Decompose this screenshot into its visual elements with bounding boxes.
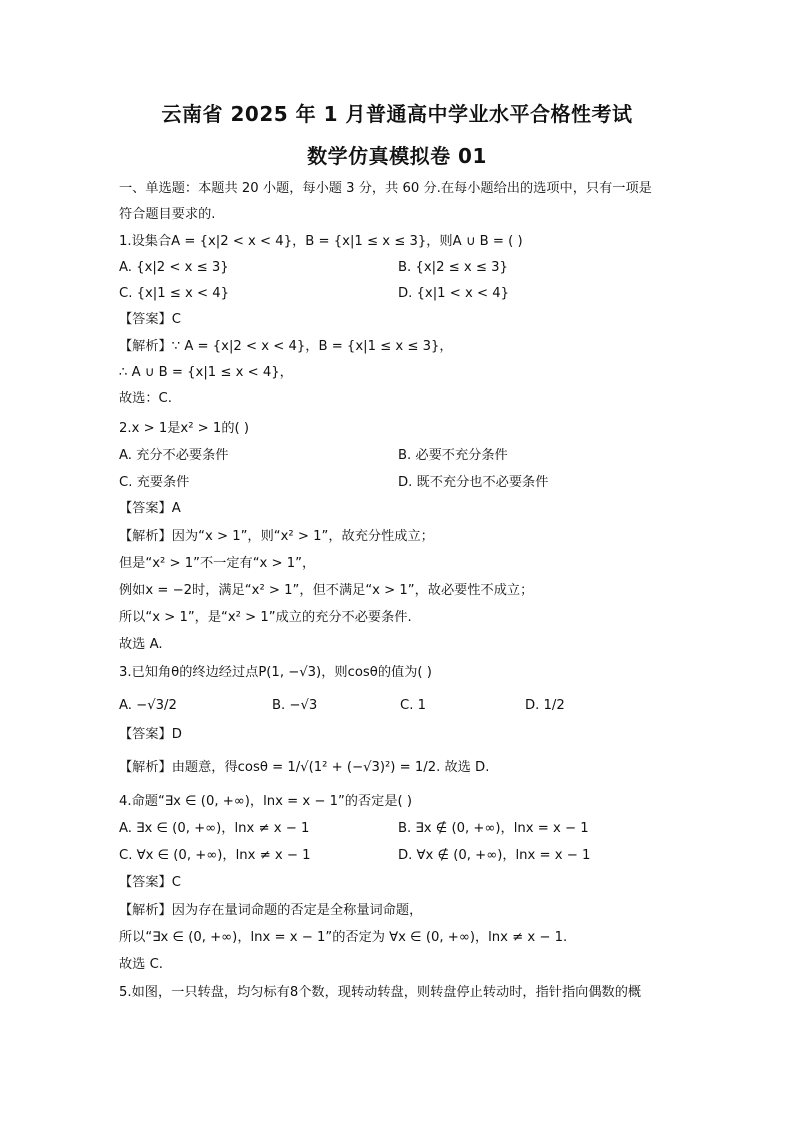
q2-option-b: B. 必要不充分条件 [398, 448, 508, 463]
q2-analysis-5: 故选 A. [119, 637, 163, 652]
q1-analysis-3: 故选：C. [119, 391, 172, 406]
q4-option-d: D. ∀x ∉ (0, +∞)，lnx = x − 1 [398, 848, 591, 863]
q2-analysis-3: 例如x = −2时，满足“x² > 1”，但不满足“x > 1”，故必要性不成立； [119, 583, 534, 598]
q1-analysis-1: 【解析】∵ A = {x|2 < x < 4}，B = {x|1 ≤ x ≤ 3}， [119, 339, 453, 354]
page-title: 云南省 2025 年 1 月普通高中学业水平合格性考试 [161, 102, 633, 126]
q4-option-c: C. ∀x ∈ (0, +∞)，lnx ≠ x − 1 [119, 848, 311, 863]
q3-option-a: A. −√3/2 [119, 698, 177, 713]
q4-analysis-2: 所以“∃x ∈ (0, +∞)，lnx = x − 1”的否定为 ∀x ∈ (0, +∞)，lnx ≠ x − 1. [119, 930, 568, 945]
question-4: 4.命题“∃x ∈ (0, +∞)，lnx = x − 1”的否定是( ) [119, 794, 413, 809]
question-5: 5.如图，一只转盘，均匀标有8个数，现转动转盘，则转盘停止转动时，指针指向偶数的概 [119, 985, 642, 1000]
q2-analysis-2: 但是“x² > 1”不一定有“x > 1”， [119, 556, 316, 571]
q4-answer: 【答案】C [119, 875, 181, 890]
q2-option-c: C. 充要条件 [119, 475, 190, 490]
q2-analysis-1: 【解析】因为“x > 1”，则“x² > 1”，故充分性成立； [119, 529, 434, 544]
q1-answer: 【答案】C [119, 312, 181, 327]
section-heading: 一、单选题：本题共 20 小题，每小题 3 分，共 60 分.在每小题给出的选项中，只有一项是 [119, 181, 652, 196]
question-1: 1.设集合A = {x|2 < x < 4}，B = {x|1 ≤ x ≤ 3}，则A ∪ B = ( ) [119, 234, 523, 249]
q4-analysis-1: 【解析】因为存在量词命题的否定是全称量词命题， [119, 903, 423, 918]
q2-analysis-4: 所以“x > 1”，是“x² > 1”成立的充分不必要条件. [119, 610, 412, 625]
q2-option-a: A. 充分不必要条件 [119, 448, 229, 463]
question-3: 3.已知角θ的终边经过点P(1, −√3)，则cosθ的值为( ) [119, 665, 432, 680]
q3-option-b: B. −√3 [272, 698, 318, 713]
q4-analysis-3: 故选 C. [119, 957, 163, 972]
section-heading-cont: 符合题目要求的. [119, 207, 216, 222]
q4-option-a: A. ∃x ∈ (0, +∞)，lnx ≠ x − 1 [119, 821, 310, 836]
q4-option-b: B. ∃x ∉ (0, +∞)，lnx = x − 1 [398, 821, 589, 836]
q3-answer: 【答案】D [119, 727, 182, 742]
q1-option-a: A. {x|2 < x ≤ 3} [119, 260, 229, 275]
q1-analysis-2: ∴ A ∪ B = {x|1 ≤ x < 4}， [119, 365, 293, 380]
page-subtitle: 数学仿真模拟卷 01 [307, 144, 487, 168]
q1-option-d: D. {x|1 < x < 4} [398, 286, 510, 301]
q2-option-d: D. 既不充分也不必要条件 [398, 475, 549, 490]
question-2: 2.x > 1是x² > 1的( ) [119, 421, 249, 436]
q1-option-b: B. {x|2 ≤ x ≤ 3} [398, 260, 508, 275]
q3-option-d: D. 1/2 [525, 698, 565, 713]
q1-option-c: C. {x|1 ≤ x < 4} [119, 286, 230, 301]
q3-analysis: 【解析】由题意，得cosθ = 1/√(1² + (−√3)²) = 1/2. 故选 D. [119, 760, 490, 775]
q3-option-c: C. 1 [400, 698, 426, 713]
q2-answer: 【答案】A [119, 501, 181, 516]
